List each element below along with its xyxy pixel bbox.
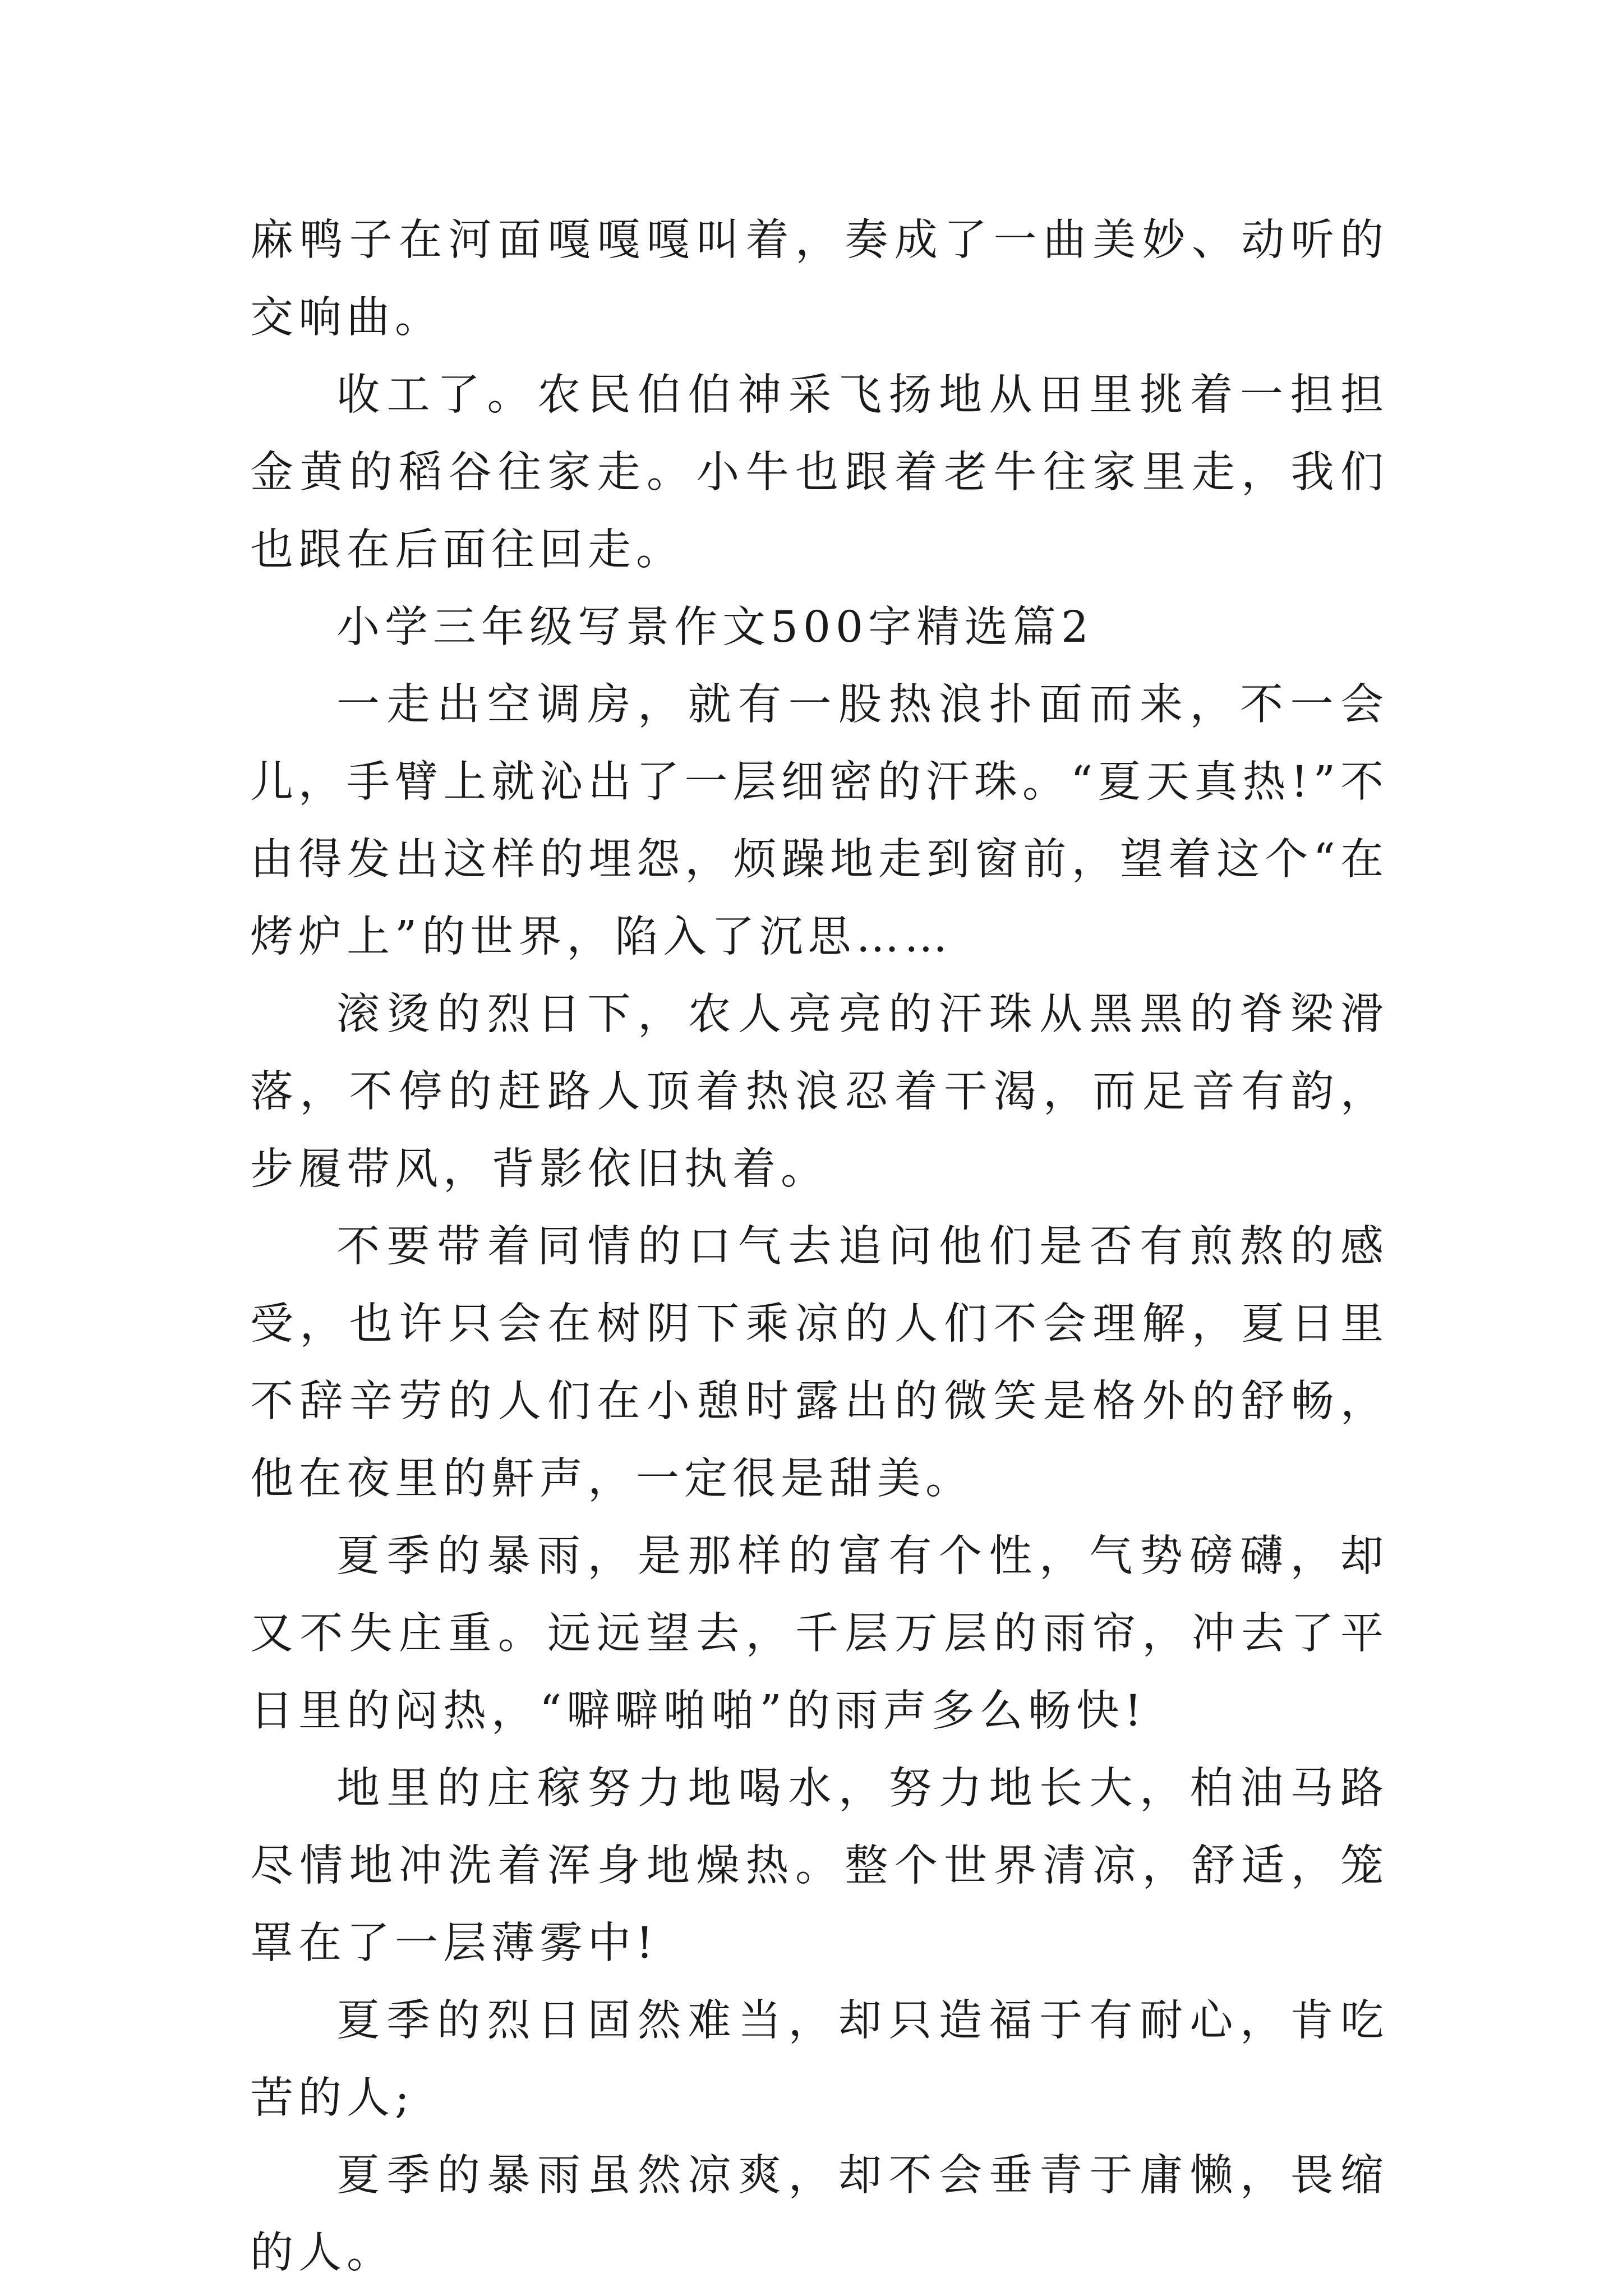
article-body: [250, 202, 1389, 2292]
section-heading: 小学三年级写景作文500字精选篇2: [336, 602, 1094, 652]
paragraph: 夏季的暴雨，是那样的富有个性，气势磅礴，却又不失庄重。远远望去，千层万层的雨帘，冲去了平日里的闷热，“噼噼啪啪”的雨声多么畅快!: [250, 1531, 1389, 1736]
paragraph: 地里的庄稼努力地喝水，努力地长大，柏油马路尽情地冲洗着浑身地燥热。整个世界清凉，舒适，笼罩在了一层薄雾中!: [250, 1764, 1389, 1968]
paragraph: 滚烫的烈日下，农人亮亮的汗珠从黑黑的脊梁滑落，不停的赶路人顶着热浪忍着干渴，而足音有韵，步履带风，背影依旧执着。: [250, 990, 1389, 1194]
paragraph: 一走出空调房，就有一股热浪扑面而来，不一会儿，手臂上就沁出了一层细密的汗珠。“夏天真热!”不由得发出这样的埋怨，烦躁地走到窗前，望着这个“在烤炉上”的世界，陷入了沉思……: [250, 680, 1389, 962]
paragraph: 收工了。农民伯伯神采飞扬地从田里挑着一担担金黄的稻谷往家走。小牛也跟着老牛往家里走，我们也跟在后面往回走。: [250, 370, 1389, 575]
paragraph-continuation: 麻鸭子在河面嘎嘎嘎叫着，奏成了一曲美妙、动听的交响曲。: [250, 215, 1389, 343]
paragraph: 夏季的暴雨虽然凉爽，却不会垂青于庸懒，畏缩的人。: [250, 2151, 1389, 2278]
paragraph: 不要带着同情的口气去追问他们是否有煎熬的感受，也许只会在树阴下乘凉的人们不会理解，夏日里不辞辛劳的人们在小憩时露出的微笑是格外的舒畅，他在夜里的鼾声，一定很是甜美。: [250, 1222, 1389, 1504]
paragraph: 夏季的烈日固然难当，却只造福于有耐心，肯吃苦的人;: [250, 1996, 1389, 2123]
